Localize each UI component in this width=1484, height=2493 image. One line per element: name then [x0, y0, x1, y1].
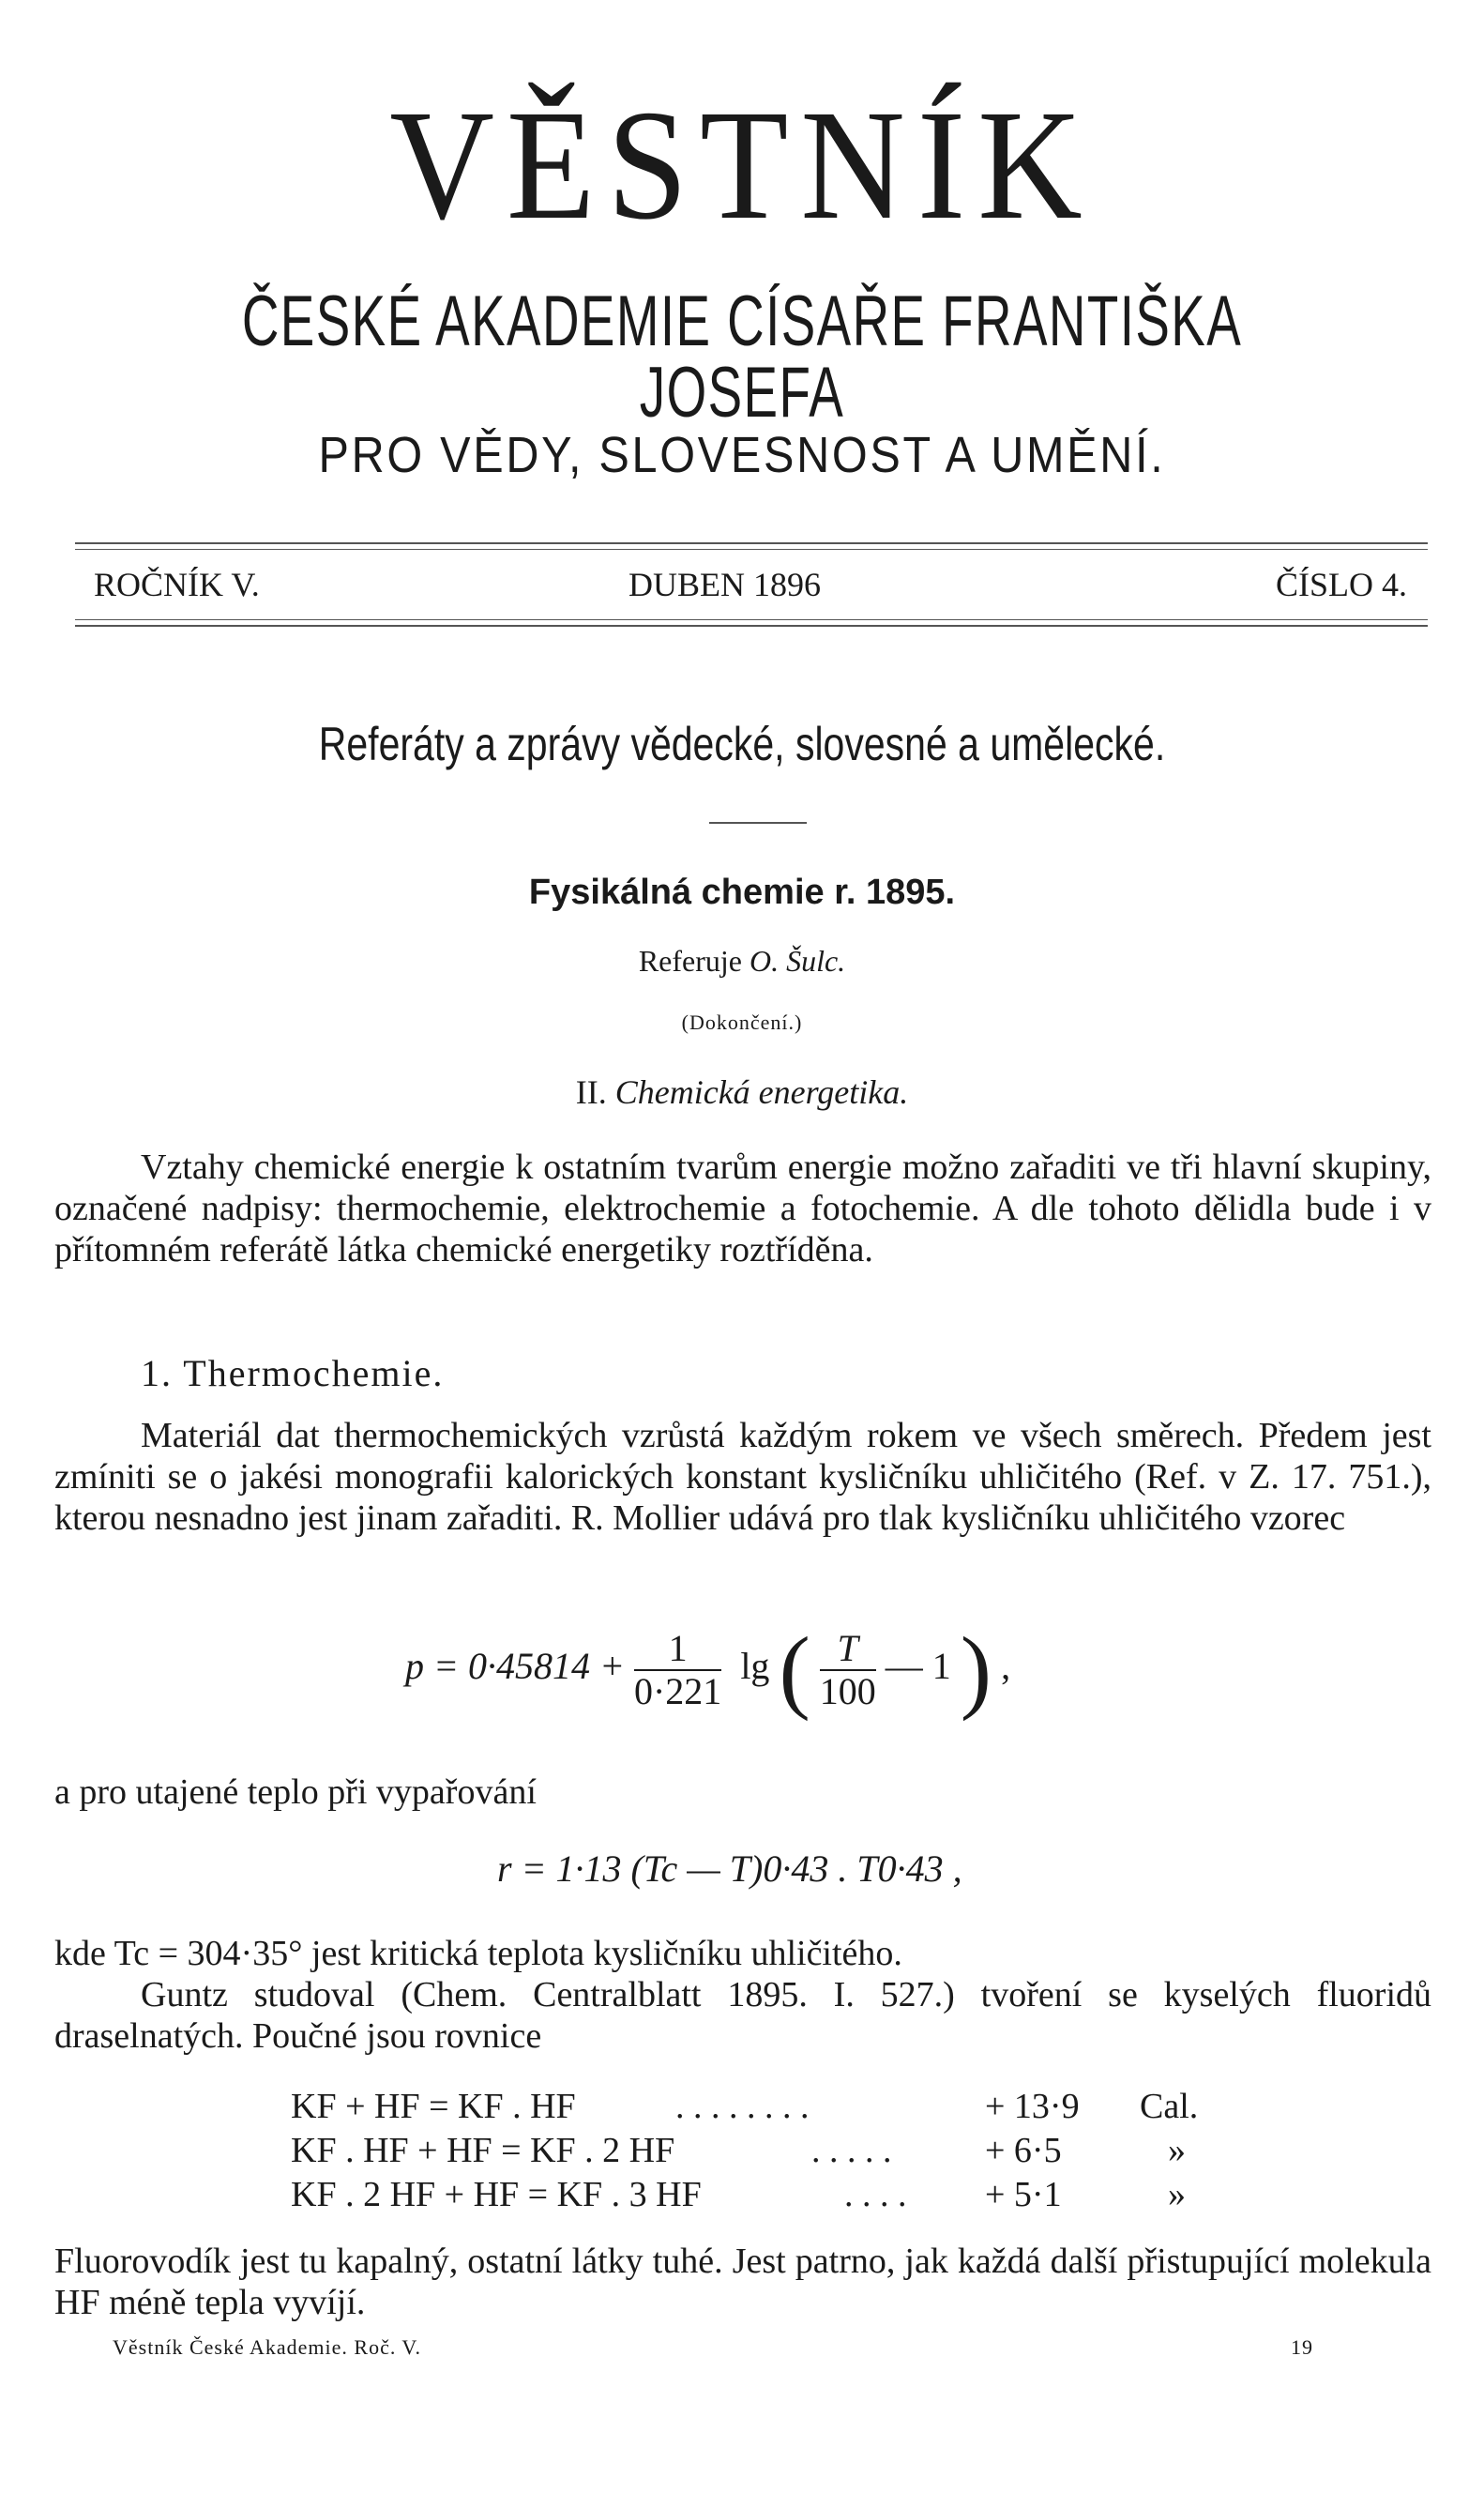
formula-1-inner-fraction [820, 1628, 876, 1712]
paragraph-3-text: kde Tc = 304·35° jest kritická teplota kysličníku uhličitého. [54, 1934, 902, 1973]
equation-row [291, 2173, 1229, 2217]
top-rule-2 [75, 549, 1428, 550]
chapter-heading [0, 1075, 1484, 1109]
volume-label: ROČNÍK V. [94, 566, 260, 603]
formula-1-open-paren: ( [779, 1618, 810, 1722]
formula-1-lhs: p = 0·45814 + [405, 1645, 625, 1688]
formula-1-inner-num: T [820, 1628, 876, 1671]
paragraph-2-text: a pro utajené teplo při vypařování [54, 1772, 537, 1812]
issue-number: ČÍSLO 4. [1275, 566, 1407, 603]
equation-unit: Cal. [1140, 2087, 1199, 2126]
chapter-number: II. [575, 1073, 607, 1111]
formula-1-close-paren: ) [960, 1618, 992, 1722]
equation-unit: » [1168, 2131, 1186, 2170]
equation-dots: . . . . [844, 2175, 907, 2214]
paragraph-2 [54, 1771, 1431, 1813]
formula-1-den: 0·221 [633, 1670, 722, 1712]
equation-formula: KF . 2 HF + HF = KF . 3 HF [291, 2175, 702, 2214]
article-author [0, 946, 1484, 976]
formula-heat: r = 1·13 (Tc — T)0·43 . T0·43 , [497, 1847, 962, 1890]
bottom-rule-1 [75, 619, 1428, 620]
paragraph-5 [54, 2241, 1431, 2323]
page-number: 19 [1291, 2335, 1313, 2359]
equations-table [291, 2085, 1229, 2217]
author-name: O. Šulc. [749, 944, 846, 978]
equation-value: + 5·1 [985, 2175, 1062, 2214]
issue-date: DUBEN 1896 [628, 566, 821, 603]
equation-value: + 6·5 [985, 2131, 1062, 2170]
paragraph-4-text: Guntz studoval (Chem. Centralblatt 1895. I. 527.) tvoření se kyselých fluoridů draselnatých. Poučné jsou rovnice [54, 1975, 1431, 2056]
bottom-rule-2 [75, 625, 1428, 627]
article-title: Fysikálná chemie r. 1895. [528, 873, 956, 912]
formula-1-fraction [634, 1628, 721, 1712]
formula-1-inner-den: 100 [819, 1670, 876, 1712]
equation-row [291, 2129, 1229, 2173]
intro-paragraph [54, 1147, 1431, 1270]
formula-1-lg: lg [740, 1645, 770, 1688]
equation-formula: KF . HF + HF = KF . 2 HF [291, 2131, 675, 2170]
equation-unit: » [1168, 2175, 1186, 2214]
footer-journal: Věstník České Akademie. Roč. V. [113, 2335, 421, 2359]
paragraph-1-text: Materiál dat thermochemických vzrůstá každým rokem ve všech směrech. Předem jest zmíniti se o jakési monografii kalorických konstant kysličníku uhličitého (Ref. v Z. 17. 751.), kterou nesnadno jest jinam zařaditi. R. Mollier udává pro tlak kysličníku uhličitého vzorec [54, 1416, 1431, 1538]
equation-row [291, 2085, 1229, 2129]
paragraph-3 [54, 1933, 1431, 2057]
equation-value: + 13·9 [985, 2087, 1080, 2126]
paragraph-1 [54, 1415, 1431, 1539]
formula-1-num: 1 [634, 1628, 721, 1671]
continuation-note: (Dokončení.) [681, 1011, 803, 1034]
heading-thermochemie: 1. Thermochemie. [141, 1352, 445, 1394]
formula-pressure [405, 1618, 1011, 1722]
intro-text: Vztahy chemické energie k ostatním tvarům energie možno zařaditi ve tři hlavní skupiny, označené nadpisy: thermochemie, elektrochemie a fotochemie. A dle tohoto dělidla bude i v přítomném referátě látka chemické energetiky roztříděna. [54, 1148, 1431, 1269]
paragraph-5-text: Fluorovodík jest tu kapalný, ostatní látky tuhé. Jest patrno, jak každá další přistupující molekula HF méně tepla vyvíjí. [54, 2242, 1431, 2322]
chapter-title: Chemická energetika. [614, 1073, 909, 1111]
formula-1-tail: — 1 [885, 1645, 951, 1688]
author-prefix: Referuje [638, 944, 742, 978]
section-title: Referáty a zprávy vědecké, slovesné a umělecké. [318, 718, 1166, 770]
formula-1-end: , [1001, 1645, 1011, 1688]
top-rule-1 [75, 542, 1428, 544]
equation-dots: . . . . . . . . [675, 2087, 810, 2126]
journal-subtitle-2: PRO VĚDY, SLOVESNOST A UMĚNÍ. [318, 427, 1166, 483]
issue-line [94, 561, 1407, 608]
journal-subtitle: ČESKÉ AKADEMIE CÍSAŘE FRANTIŠKA JOSEFA [241, 281, 1243, 433]
section-divider [709, 822, 807, 824]
journal-title: VĚSTNÍK [389, 78, 1095, 252]
equation-formula: KF + HF = KF . HF [291, 2087, 576, 2126]
equation-dots: . . . . . [811, 2131, 892, 2170]
